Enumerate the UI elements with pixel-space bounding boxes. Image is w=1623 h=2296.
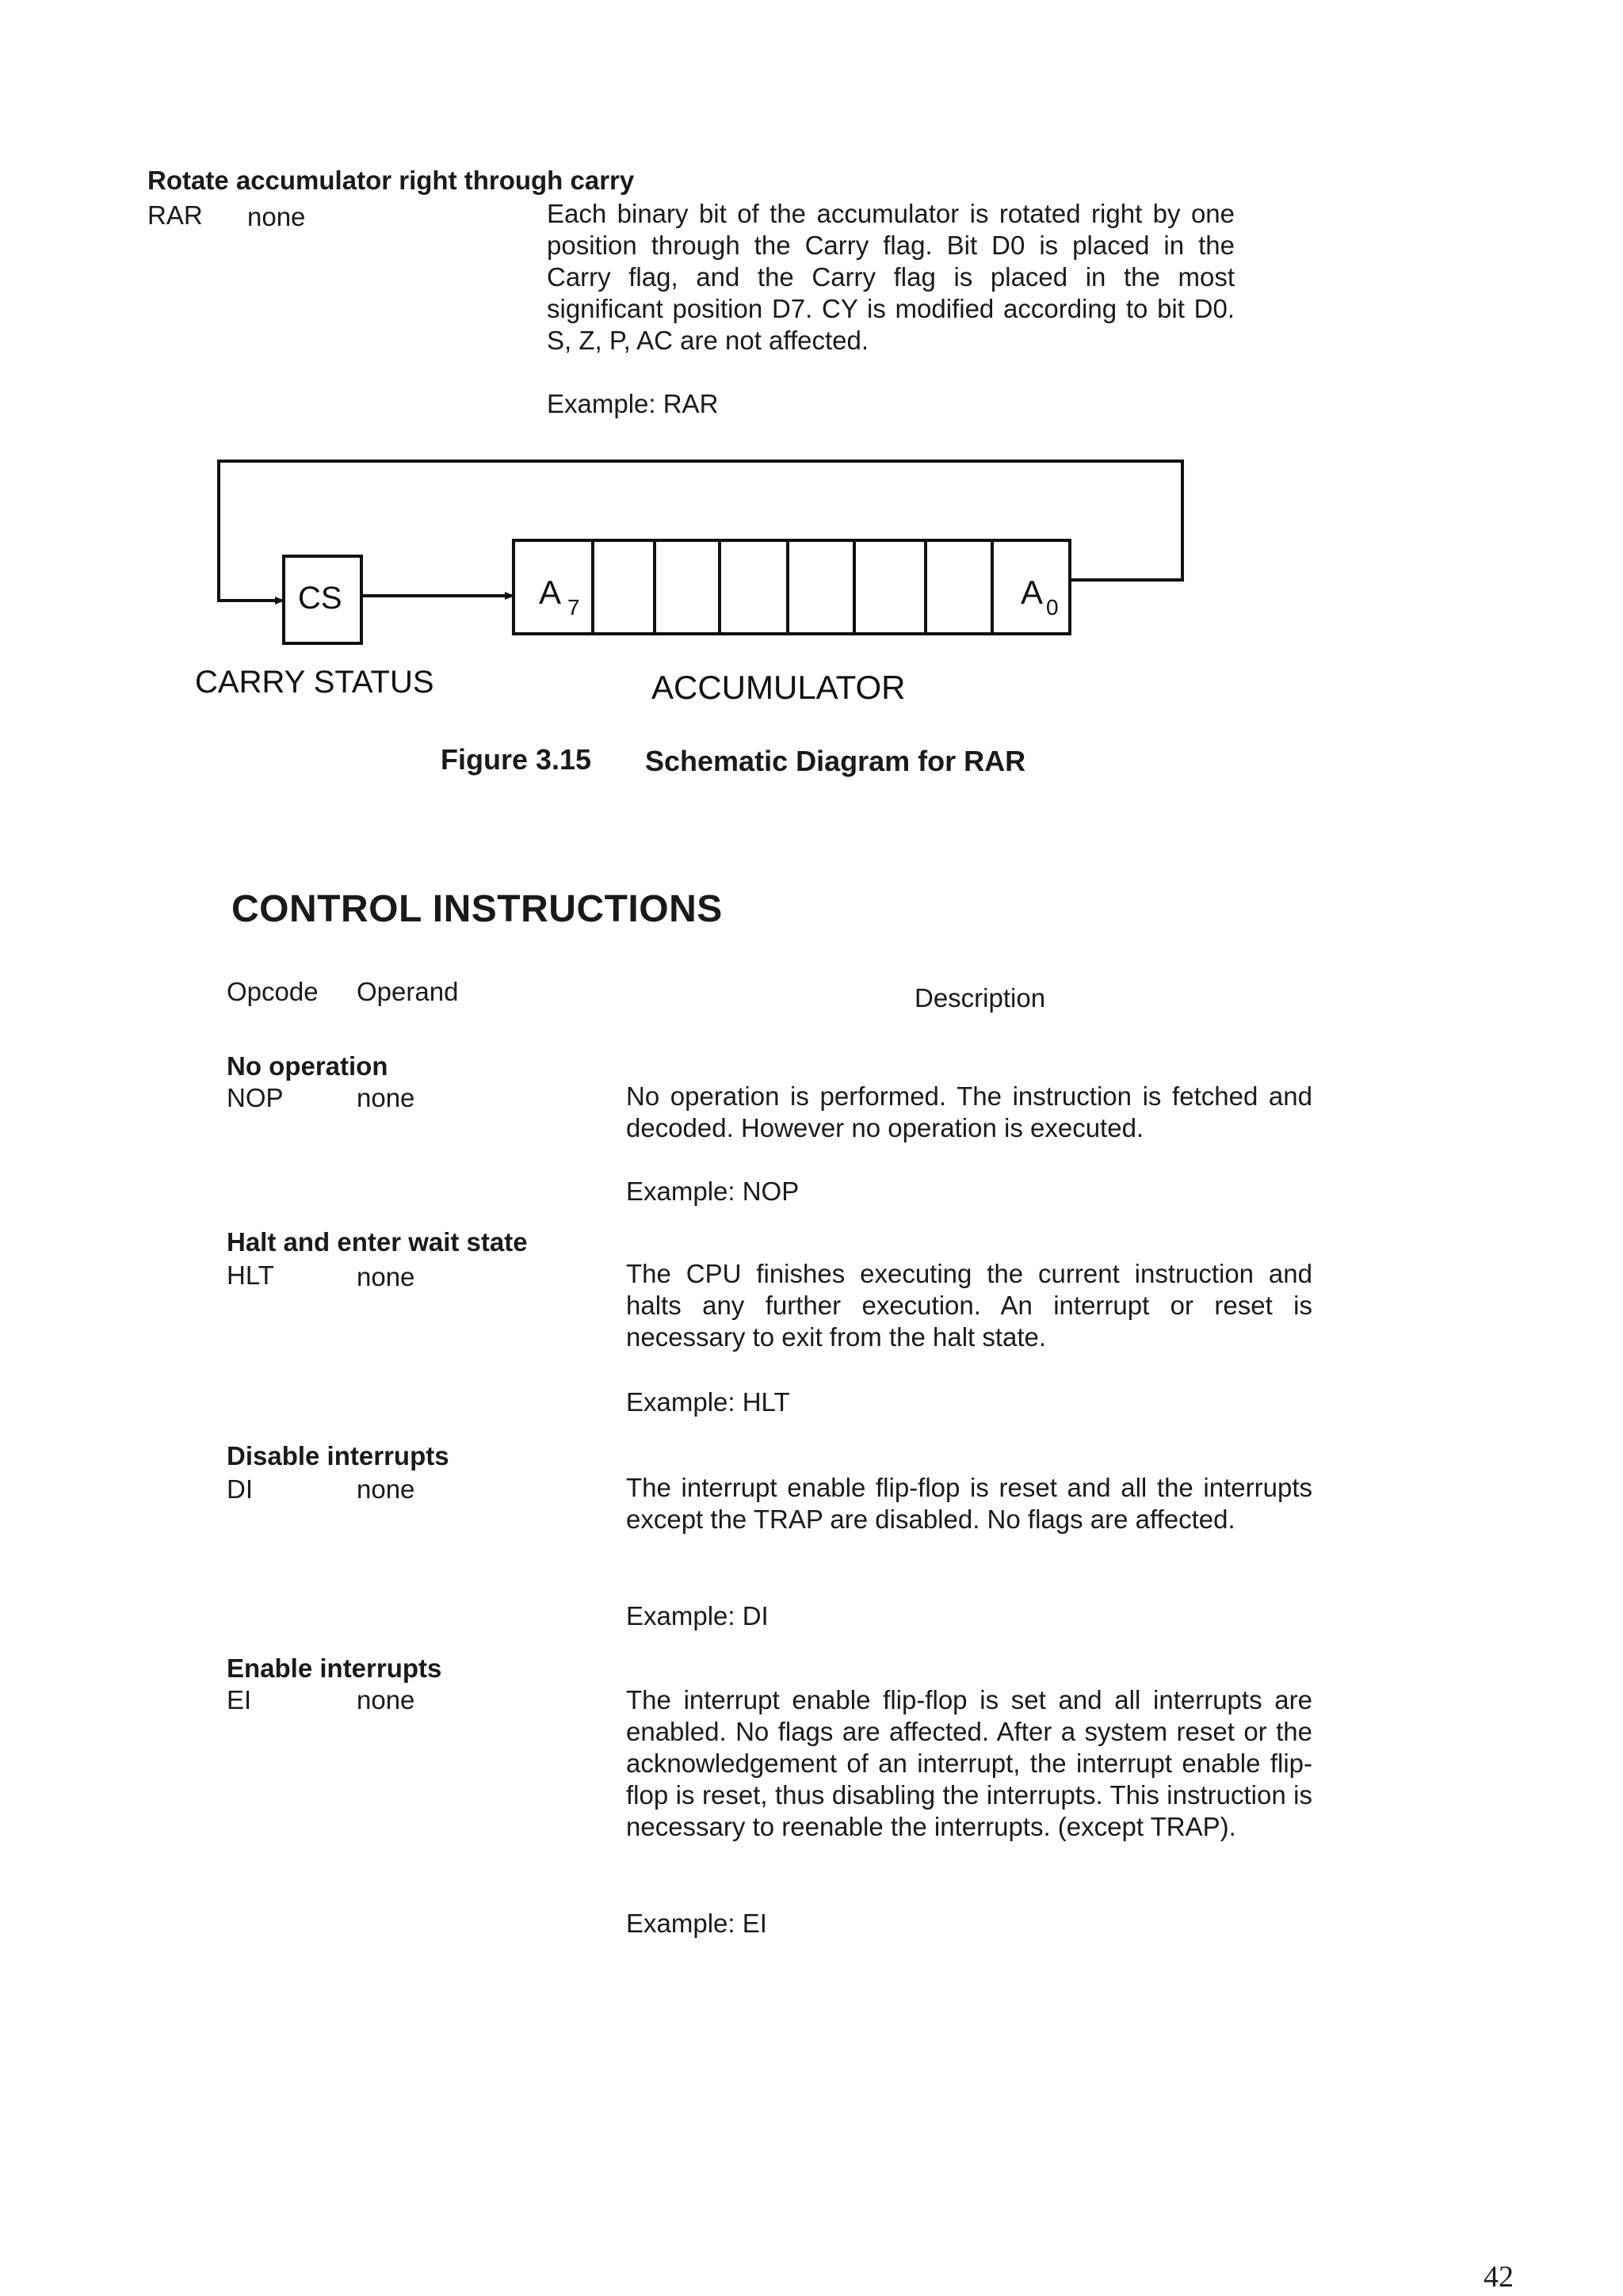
instruction-operand: none [357,1474,415,1504]
instruction-description: The interrupt enable flip-flop is set and all interrupts are enabled. No flags are affected. After a system reset or the acknowledgement of an interrupt, the interrupt enable flip-flop is reset, thus disabling the interrupts. This instruction is necessary to reenable the interrupts. (except TRAP). [626,1685,1312,1841]
a0-subscript: 0 [1046,595,1059,620]
instruction-title: Halt and enter wait state [227,1227,528,1257]
page-number: 42 [1484,2260,1514,2294]
accumulator-label: ACCUMULATOR [651,669,906,706]
instruction-operand: none [357,1685,415,1714]
a0-label: A [1021,574,1044,611]
a7-label: A [539,574,562,611]
instruction-operand: none [357,1083,415,1112]
instruction-operand: none [357,1262,415,1291]
rar-description: Each binary bit of the accumulator is rotated right by one position through the Carry flag. Bit D0 is placed in the Carry flag, and the Carry flag is placed in the most significant position D7. CY is modified according to bit D0. S, Z, P, AC are not affected. [547,199,1235,355]
instruction-title: Enable interrupts [227,1653,442,1683]
instruction-example: Example: EI [626,1909,767,1938]
instruction-description: The CPU finishes executing the current instruction and halts any further execution. An interrupt or reset is necessary to exit from the halt state. [626,1259,1312,1352]
rar-example: Example: RAR [547,389,719,418]
figure-caption-text: Schematic Diagram for RAR [645,745,1026,777]
instruction-title: No operation [227,1051,388,1081]
instruction-example: Example: HLT [626,1387,790,1417]
rar-operand: none [247,202,306,231]
column-header-opcode: Opcode [227,977,319,1006]
column-header-operand: Operand [357,977,459,1006]
instruction-opcode: HLT [227,1261,274,1290]
cs-label: CS [298,581,342,616]
instruction-description: No operation is performed. The instruction is fetched and decoded. However no operation is executed. [626,1081,1312,1142]
instruction-opcode: NOP [227,1083,284,1112]
instruction-title: Disable interrupts [227,1441,449,1470]
instruction-description: The interrupt enable flip-flop is reset and all the interrupts except the TRAP are disabled. No flags are affected. [626,1473,1312,1534]
figure-caption-number: Figure 3.15 [441,743,592,776]
rar-opcode: RAR [147,200,203,230]
instruction-opcode: DI [227,1474,253,1504]
instruction-example: Example: DI [626,1601,769,1630]
instruction-opcode: EI [227,1685,252,1714]
carry-status-label: CARRY STATUS [195,665,434,700]
rar-schematic-diagram [0,0,1623,792]
rar-title: Rotate accumulator right through carry [147,166,635,195]
accumulator-register [514,540,1070,634]
instruction-example: Example: NOP [626,1177,800,1206]
column-header-description: Description [915,983,1046,1013]
a7-subscript: 7 [567,595,580,620]
section-title: CONTROL INSTRUCTIONS [231,888,723,930]
